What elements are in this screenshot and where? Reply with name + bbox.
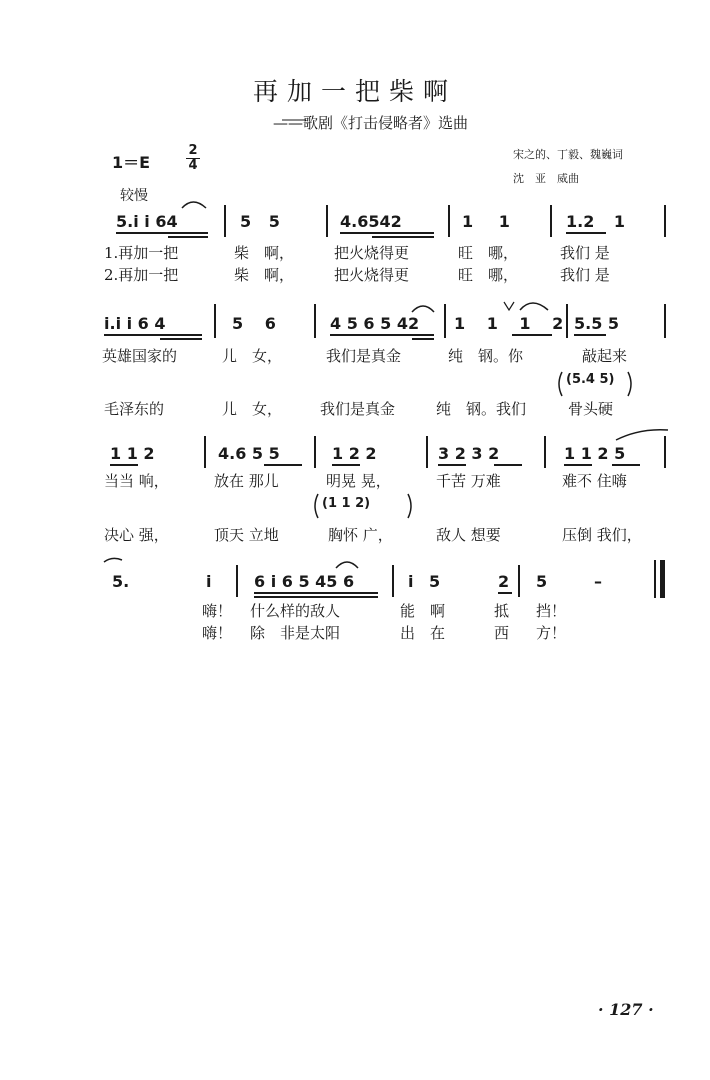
lyric-verse-1: 英雄国家的 <box>102 347 178 365</box>
measure-notes: i <box>206 572 212 591</box>
measure-notes: 4.6542 <box>340 212 402 231</box>
lyric-verse-2: 嗨！ <box>202 624 233 642</box>
lyric-verse-1: 柴 啊， <box>234 244 295 262</box>
bracket-mark <box>559 372 562 396</box>
lyric-verse-2: 决心 强， <box>104 526 169 544</box>
lyric-verse-1: 嗨！ <box>202 602 233 620</box>
lyric-verse-2: 压倒 我们， <box>562 526 642 544</box>
measure-notes: 1 1 2 5 <box>564 444 626 463</box>
slur-mark <box>336 562 358 568</box>
measure-notes: 5.5 5 <box>574 314 620 333</box>
slur-mark <box>182 202 206 208</box>
measure-notes: 1.2 1 <box>566 212 626 231</box>
measure-notes: 5 6 <box>232 314 276 333</box>
lyric-verse-1: 千苦 万难 <box>436 472 501 490</box>
measure-notes: 6 i 6 5 45 6 <box>254 572 355 591</box>
lyric-verse-1: 什么样的敌人 <box>250 602 341 620</box>
measure-notes: 4.6 5 5 <box>218 444 280 463</box>
lyric-verse-1: 敲起来 <box>582 347 628 365</box>
lyric-verse-1: 我们 是 <box>560 244 610 262</box>
measure-notes: 1 1 2 <box>110 444 155 463</box>
lyric-verse-2: 我们是真金 <box>320 400 396 418</box>
slur-mark <box>412 306 434 312</box>
measure-notes: 5 5 <box>240 212 280 231</box>
bracket-mark <box>628 372 631 396</box>
breath-mark <box>504 302 514 310</box>
measure-notes: 1 1 <box>462 212 510 231</box>
tempo-marking: 较慢 <box>120 188 148 204</box>
lyric-verse-2: 旺 哪， <box>458 266 519 284</box>
lyric-verse-1: 能 啊 <box>400 602 446 620</box>
lyric-verse-2: 柴 啊， <box>234 266 295 284</box>
measure-notes: 1 2 2 <box>332 444 377 463</box>
lyric-verse-1: 儿 女， <box>222 347 283 365</box>
lyricist-credit: 宋之的、丁毅、魏巍词 <box>513 148 623 161</box>
tie-mark <box>104 558 122 562</box>
lyric-verse-2: 我们 是 <box>560 266 610 284</box>
measure-notes: 5. <box>112 572 130 591</box>
measure-notes: i 5 <box>408 572 441 591</box>
measure-notes: 2 <box>498 572 510 591</box>
lyric-verse-1: 挡！ <box>536 602 567 620</box>
lyric-verse-2: 2.再加一把 <box>104 266 179 284</box>
lyric-verse-1: 把火烧得更 <box>334 244 410 262</box>
lyric-verse-1: 难不 住嗨 <box>562 472 627 490</box>
lyric-verse-2: 顶天 立地 <box>214 526 279 544</box>
composer-credit: 沈 亚 威曲 <box>513 172 579 185</box>
tie-mark <box>616 430 668 440</box>
bracket-mark <box>315 494 318 518</box>
lyric-verse-2: 除 非是太阳 <box>250 624 341 642</box>
lyric-verse-2: 出 在 <box>400 624 446 642</box>
slur-mark <box>520 303 548 310</box>
lyric-verse-2: 纯 钢。我们 <box>436 400 527 418</box>
time-signature-bottom: 4 <box>186 158 200 173</box>
lyric-verse-2: 敌人 想要 <box>436 526 501 544</box>
lyric-verse-2: 毛泽东的 <box>104 400 165 418</box>
lyric-verse-1: 放在 那儿 <box>214 472 279 490</box>
measure-notes: 5 <box>536 572 548 591</box>
measure-notes: 5.i i 64 <box>116 212 178 231</box>
lyric-verse-1: 旺 哪， <box>458 244 519 262</box>
measure-notes: 1 1 1 2 <box>454 314 564 333</box>
lyric-verse-2: 方！ <box>536 624 567 642</box>
lyric-verse-2: 西 <box>494 624 510 642</box>
song-title: 再加一把柴啊 <box>252 77 457 106</box>
page-number: · 127 · <box>598 1000 654 1019</box>
measure-notes: 3 2 3 2 <box>438 444 500 463</box>
lyric-verse-1: 我们是真金 <box>326 347 402 365</box>
lyric-verse-2: 胸怀 广， <box>328 526 393 544</box>
bracket-mark <box>408 494 411 518</box>
lyric-verse-1: 纯 钢。你 <box>448 347 524 365</box>
lyric-verse-1: 抵 <box>494 602 510 620</box>
alternate-notes: (1 1 2) <box>322 496 371 511</box>
lyric-verse-1: 当当 响， <box>104 472 169 490</box>
song-subtitle: ——歌剧《打击侵略者》选曲 <box>273 114 469 132</box>
lyric-verse-2: 儿 女， <box>222 400 283 418</box>
alternate-notes: (5.4 5) <box>566 372 615 387</box>
lyric-verse-1: 1.再加一把 <box>104 244 179 262</box>
measure-notes: i.i i 6 4 <box>104 314 166 333</box>
sustain-dash: – <box>594 572 602 591</box>
lyric-verse-1: 明晃 晃， <box>326 472 391 490</box>
measure-notes: 4 5 6 5 42 <box>330 314 420 333</box>
lyric-verse-2: 骨头硬 <box>568 400 614 418</box>
time-signature-top: 2 <box>188 143 198 158</box>
lyric-verse-2: 把火烧得更 <box>334 266 410 284</box>
key-signature: 1＝E <box>112 153 151 172</box>
